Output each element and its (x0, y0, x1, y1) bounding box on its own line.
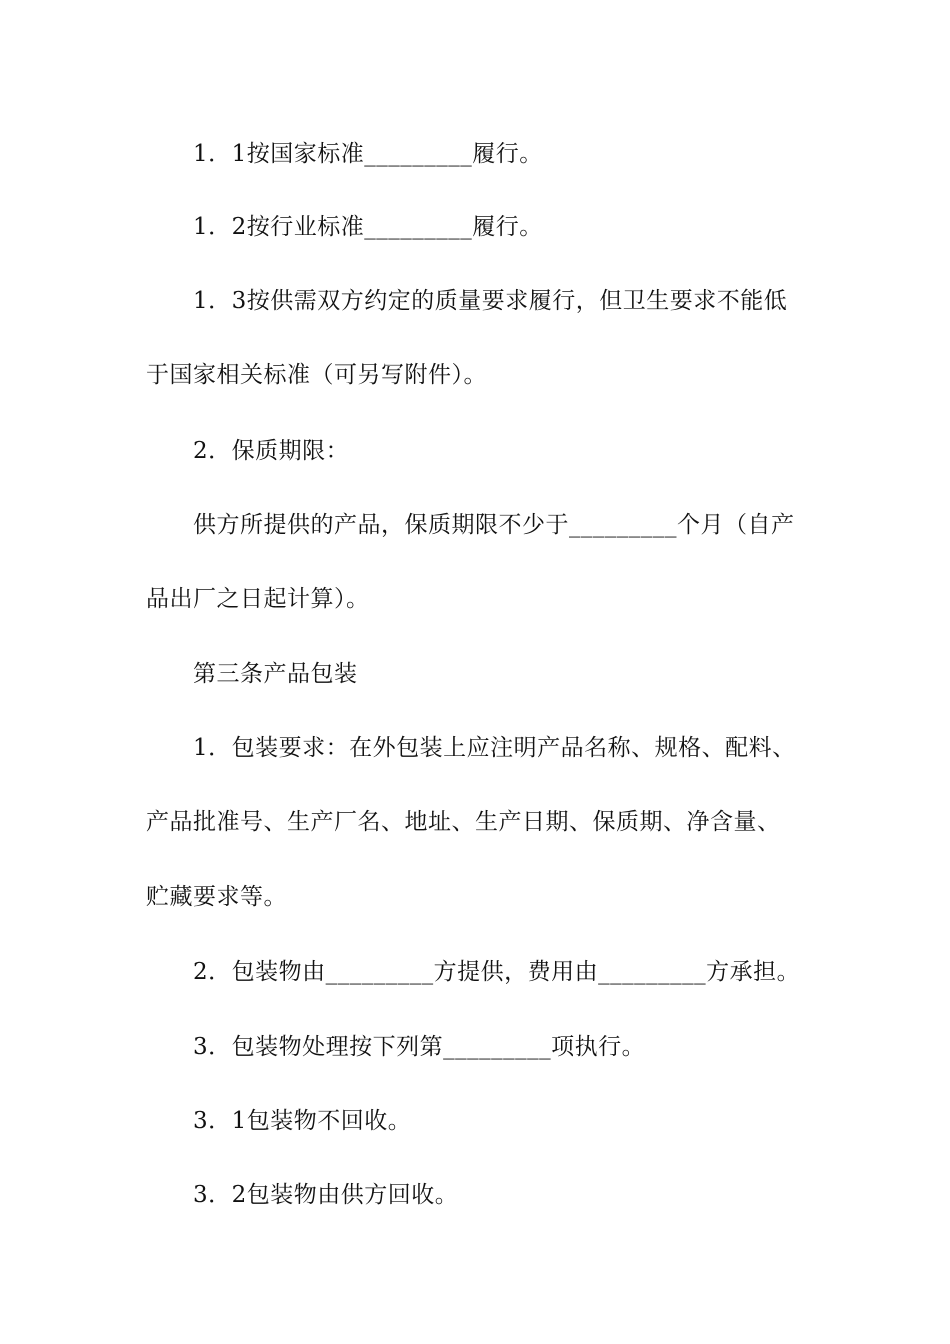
packaging-option-1: 3．1包装物不回收。 (193, 1108, 412, 1134)
shelf-life-paragraph-continued: 品出厂之日起计算）。 (146, 586, 370, 612)
clause-1-2: 1．2按行业标准_________履行。 (193, 214, 543, 240)
packaging-option-2: 3．2包装物由供方回收。 (193, 1182, 459, 1208)
packaging-requirement-end: 贮藏要求等。 (146, 884, 287, 910)
packaging-provider: 2．包装物由_________方提供，费用由_________方承担。 (193, 959, 801, 985)
clause-1-3-continued: 于国家相关标准（可另写附件）。 (146, 362, 487, 388)
packaging-requirement: 1．包装要求：在外包装上应注明产品名称、规格、配料、 (193, 735, 796, 761)
clause-1-3: 1．3按供需双方约定的质量要求履行，但卫生要求不能低 (193, 288, 788, 314)
article-3-heading: 第三条产品包装 (193, 661, 358, 687)
packaging-requirement-continued: 产品批准号、生产厂名、地址、生产日期、保质期、净含量、 (146, 809, 781, 835)
packaging-handling: 3．包装物处理按下列第_________项执行。 (193, 1034, 646, 1060)
shelf-life-paragraph: 供方所提供的产品，保质期限不少于_________个月（自产 (193, 512, 795, 538)
clause-2-heading: 2．保质期限： (193, 438, 350, 464)
clause-1-1: 1．1按国家标准_________履行。 (193, 141, 543, 167)
